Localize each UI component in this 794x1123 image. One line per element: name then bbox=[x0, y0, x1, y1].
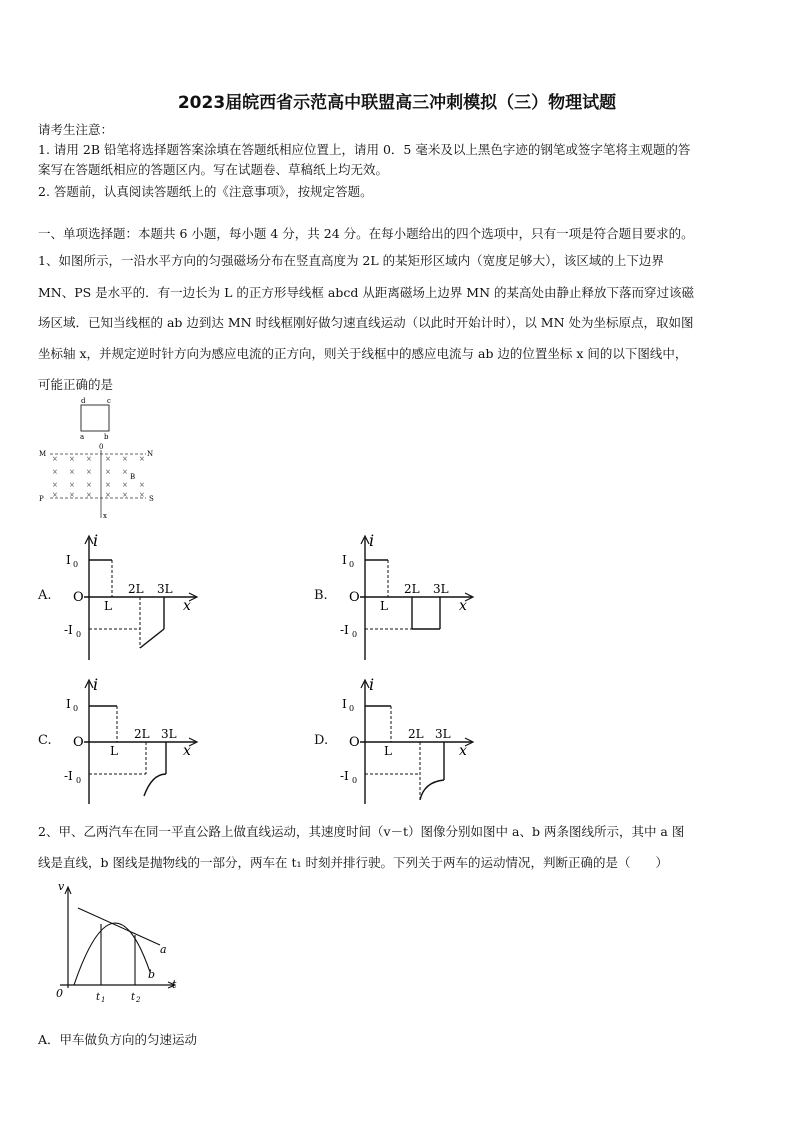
label-O: O bbox=[73, 735, 84, 750]
svg-text:×: × bbox=[52, 468, 58, 476]
svg-text:0: 0 bbox=[76, 776, 82, 785]
svg-text:0: 0 bbox=[352, 776, 358, 785]
svg-text:×: × bbox=[86, 491, 92, 499]
label-3L: 3L bbox=[161, 727, 177, 741]
svg-text:×: × bbox=[52, 455, 58, 463]
axis-x: x bbox=[183, 598, 191, 614]
q2-line-2: 线是直线，b 图线是抛物线的一部分，两车在 t₁ 时刻并排行驶。下列关于两车的运动情况，判断正确的是（ ） bbox=[38, 855, 668, 870]
axis-i: i bbox=[369, 676, 375, 694]
svg-text:×: × bbox=[105, 468, 111, 476]
label-3L: 3L bbox=[435, 727, 451, 741]
option-c-graph[interactable] bbox=[60, 676, 210, 808]
origin: 0 bbox=[56, 987, 63, 1000]
label-t2: t bbox=[131, 992, 136, 1003]
q1-line-4: 坐标轴 x，并规定逆时针方向为感应电流的正方向，则关于线框中的感应电流与 ab 边的位置坐标 x 间的以下图线中， bbox=[38, 346, 688, 361]
axis-x: x bbox=[459, 598, 467, 614]
svg-text:×: × bbox=[69, 455, 75, 463]
option-d-graph[interactable] bbox=[336, 676, 486, 808]
svg-text:0: 0 bbox=[73, 560, 79, 569]
fig-label-S: S bbox=[149, 495, 154, 503]
label-neg-I0: -I bbox=[64, 769, 73, 783]
svg-text:×: × bbox=[105, 455, 111, 463]
svg-text:×: × bbox=[122, 468, 128, 476]
axis-x: x bbox=[183, 743, 191, 759]
svg-text:2: 2 bbox=[136, 996, 141, 1004]
q2-option-a[interactable]: A．甲车做负方向的匀速运动 bbox=[38, 1032, 198, 1047]
svg-text:×: × bbox=[122, 455, 128, 463]
option-d-label[interactable]: D. bbox=[314, 733, 329, 748]
q2-vt-graph bbox=[50, 878, 190, 1006]
label-L: L bbox=[380, 599, 388, 613]
axis-i: i bbox=[369, 532, 375, 550]
svg-text:0: 0 bbox=[349, 560, 355, 569]
svg-text:×: × bbox=[52, 481, 58, 489]
option-b-graph[interactable] bbox=[336, 532, 486, 664]
q1-line-5: 可能正确的是 bbox=[38, 377, 114, 392]
label-I0: I bbox=[342, 697, 347, 711]
label-neg-I0: -I bbox=[64, 623, 73, 637]
option-b-label[interactable]: B. bbox=[314, 588, 328, 603]
label-3L: 3L bbox=[433, 582, 449, 596]
svg-text:×: × bbox=[86, 455, 92, 463]
fig-label-d: d bbox=[81, 397, 86, 405]
svg-text:×: × bbox=[105, 481, 111, 489]
label-O: O bbox=[349, 590, 360, 605]
label-L: L bbox=[384, 744, 392, 758]
svg-text:×: × bbox=[86, 481, 92, 489]
label-t1: t bbox=[96, 992, 101, 1003]
q2-line-1: 2、甲、乙两汽车在同一平直公路上做直线运动，其速度时间（v－t）图像分别如图中 a、b 两条图线所示，其中 a 图 bbox=[38, 824, 685, 839]
option-a-label[interactable]: A. bbox=[38, 588, 52, 603]
fig-label-M: M bbox=[39, 450, 47, 458]
axis-x: x bbox=[459, 743, 467, 759]
option-a-graph[interactable] bbox=[60, 532, 210, 664]
svg-text:×: × bbox=[86, 468, 92, 476]
fig-label-c: c bbox=[107, 397, 111, 405]
label-L: L bbox=[110, 744, 118, 758]
curve-b-label: b bbox=[148, 968, 156, 981]
svg-text:0: 0 bbox=[349, 704, 355, 713]
axis-v: v bbox=[58, 880, 65, 893]
notice-item-2: 2. 答题前，认真阅读答题纸上的《注意事项》，按规定答题。 bbox=[38, 184, 373, 199]
q1-field-figure bbox=[34, 394, 164, 524]
fig-label-o: 0 bbox=[99, 443, 104, 451]
svg-text:×: × bbox=[69, 481, 75, 489]
page-title: 2023届皖西省示范高中联盟高三冲刺模拟（三）物理试题 bbox=[177, 93, 617, 113]
svg-text:×: × bbox=[69, 491, 75, 499]
section-heading: 一、单项选择题：本题共 6 小题，每小题 4 分，共 24 分。在每小题给出的四个选项中，只有一项是符合题目要求的。 bbox=[38, 226, 694, 241]
label-L: L bbox=[104, 599, 112, 613]
label-2L: 2L bbox=[128, 582, 144, 596]
notice-heading: 请考生注意： bbox=[38, 122, 114, 137]
label-neg-I0: -I bbox=[340, 769, 349, 783]
axis-t: t bbox=[172, 978, 177, 991]
label-2L: 2L bbox=[404, 582, 420, 596]
svg-text:0: 0 bbox=[352, 630, 358, 639]
label-O: O bbox=[73, 590, 84, 605]
label-neg-I0: -I bbox=[340, 623, 349, 637]
svg-text:×: × bbox=[122, 481, 128, 489]
q1-line-1: 1、如图所示，一沿水平方向的匀强磁场分布在竖直高度为 2L 的某矩形区域内（宽度足够大），该区域的上下边界 bbox=[38, 253, 664, 268]
line-a-label: a bbox=[160, 943, 167, 956]
label-2L: 2L bbox=[408, 727, 424, 741]
svg-text:×: × bbox=[139, 491, 145, 499]
q1-line-3: 场区域．已知当线框的 ab 边到达 MN 时线框刚好做匀速直线运动（以此时开始计时），以 MN 处为坐标原点，取如图 bbox=[38, 315, 694, 330]
notice-item-1-line-1: 1. 请用 2B 铅笔将选择题答案涂填在答题纸相应位置上，请用 0．5 毫米及以上黑色字迹的钢笔或签字笔将主观题的答 bbox=[38, 142, 691, 157]
fig-label-P: P bbox=[39, 495, 44, 503]
notice-item-1-line-2: 案写在答题纸相应的答题区内。写在试题卷、草稿纸上均无效。 bbox=[38, 162, 389, 177]
fig-label-a: a bbox=[80, 433, 85, 441]
svg-text:0: 0 bbox=[76, 630, 82, 639]
fig-label-B: B bbox=[130, 473, 136, 481]
label-2L: 2L bbox=[134, 727, 150, 741]
q1-line-2: MN、PS 是水平的．有一边长为 L 的正方形导线框 abcd 从距离磁场上边界 MN 的某高处由静止释放下落而穿过该磁 bbox=[38, 285, 695, 300]
svg-text:×: × bbox=[69, 468, 75, 476]
axis-i: i bbox=[93, 676, 99, 694]
svg-text:×: × bbox=[139, 455, 145, 463]
svg-text:×: × bbox=[52, 491, 58, 499]
svg-text:×: × bbox=[122, 491, 128, 499]
label-I0: I bbox=[66, 697, 71, 711]
svg-text:×: × bbox=[139, 481, 145, 489]
label-I0: I bbox=[342, 553, 347, 567]
svg-text:1: 1 bbox=[101, 996, 106, 1004]
svg-text:×: × bbox=[105, 491, 111, 499]
fig-label-b: b bbox=[104, 433, 109, 441]
fig-label-x: x bbox=[103, 512, 107, 520]
svg-text:0: 0 bbox=[73, 704, 79, 713]
label-I0: I bbox=[66, 553, 71, 567]
label-3L: 3L bbox=[157, 582, 173, 596]
label-O: O bbox=[349, 735, 360, 750]
option-c-label[interactable]: C. bbox=[38, 733, 52, 748]
fig-label-N: N bbox=[147, 450, 154, 458]
axis-i: i bbox=[93, 532, 99, 550]
